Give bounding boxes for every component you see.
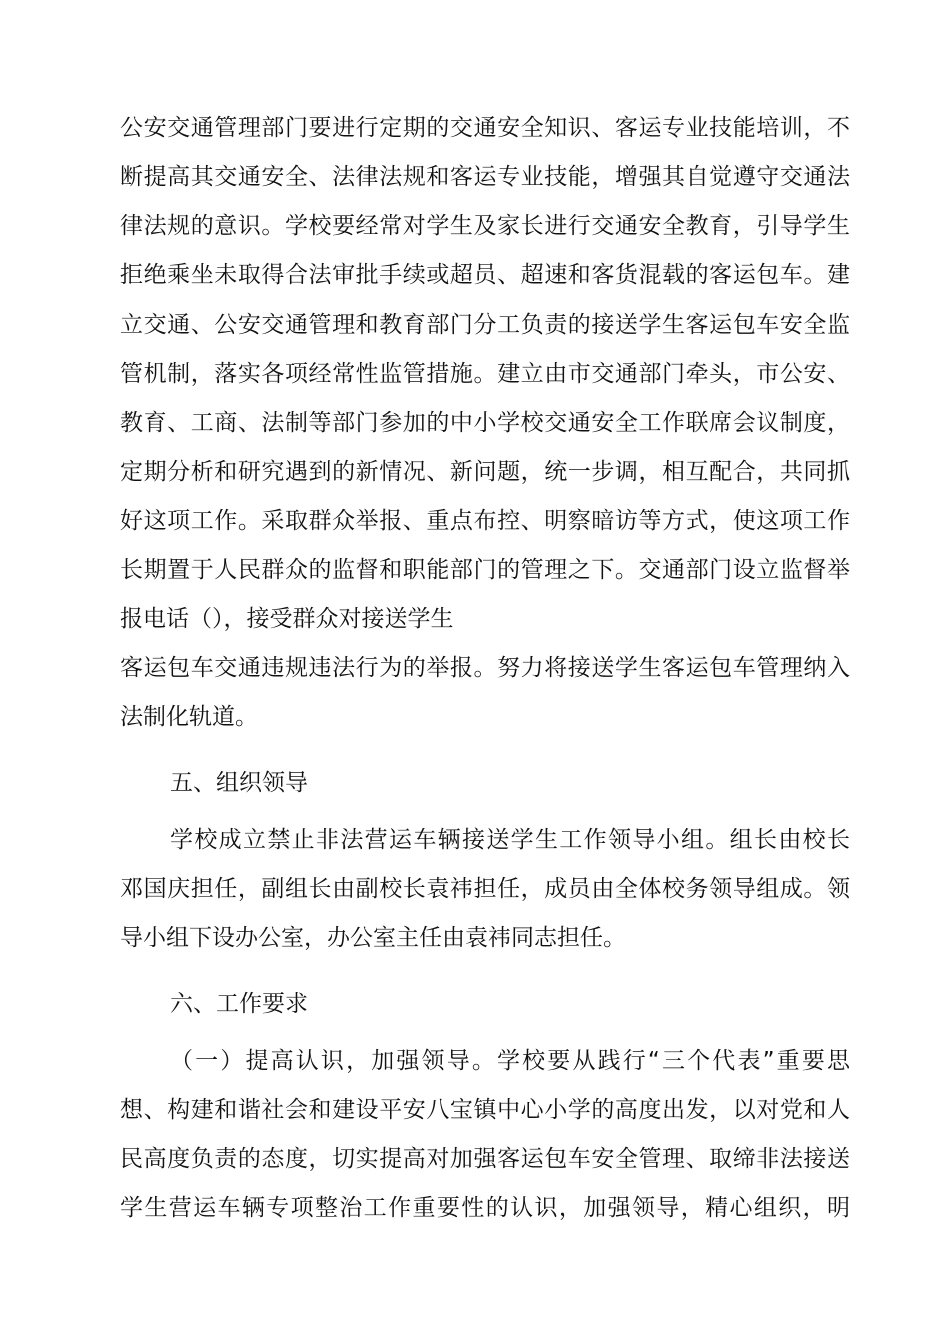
paragraph-line: 定期分析和研究遇到的新情况、新问题，统一步调，相互配合，共同抓 (120, 459, 850, 485)
paragraph-line: 导小组下设办公室，办公室主任由袁祎同志担任。 (120, 925, 626, 951)
paragraph-line: 法制化轨道。 (120, 704, 258, 730)
paragraph-line: 想、构建和谐社会和建设平安八宝镇中心小学的高度出发，以对党和人 (120, 1097, 850, 1123)
paragraph-line: 拒绝乘坐未取得合法审批手续或超员、超速和客货混载的客运包车。建 (120, 262, 850, 288)
paragraph-line: 邓国庆担任，副组长由副校长袁祎担任，成员由全体校务领导组成。领 (120, 876, 850, 902)
section-heading: 五、组织领导 (170, 770, 308, 796)
paragraph-line: 学生营运车辆专项整治工作重要性的认识，加强领导，精心组织，明 (120, 1195, 850, 1221)
paragraph-line: 管机制，落实各项经常性监管措施。建立由市交通部门牵头，市公安、 (120, 361, 850, 387)
paragraph-line: 律法规的意识。学校要经常对学生及家长进行交通安全教育，引导学生 (120, 213, 850, 239)
paragraph-line: 公安交通管理部门要进行定期的交通安全知识、客运专业技能培训，不 (120, 115, 850, 141)
paragraph-line: 教育、工商、法制等部门参加的中小学校交通安全工作联席会议制度， (120, 410, 850, 436)
paragraph-line: 民高度负责的态度，切实提高对加强客运包车安全管理、取缔非法接送 (120, 1146, 850, 1172)
section-heading: 六、工作要求 (170, 991, 308, 1017)
paragraph-line: 报电话（），接受群众对接送学生 (120, 606, 454, 632)
paragraph-line: 客运包车交通违规违法行为的举报。努力将接送学生客运包车管理纳入 (120, 655, 850, 681)
paragraph-line: 断提高其交通安全、法律法规和客运专业技能，增强其自觉遵守交通法 (120, 164, 850, 190)
paragraph-line: 好这项工作。采取群众举报、重点布控、明察暗访等方式，使这项工作 (120, 508, 850, 534)
paragraph-line: 学校成立禁止非法营运车辆接送学生工作领导小组。组长由校长 (170, 827, 850, 853)
paragraph-line: 长期置于人民群众的监督和职能部门的管理之下。交通部门设立监督举 (120, 557, 850, 583)
paragraph-line: 立交通、公安交通管理和教育部门分工负责的接送学生客运包车安全监 (120, 312, 850, 338)
paragraph-line: （一）提高认识，加强领导。学校要从践行“三个代表”重要思 (170, 1048, 850, 1074)
